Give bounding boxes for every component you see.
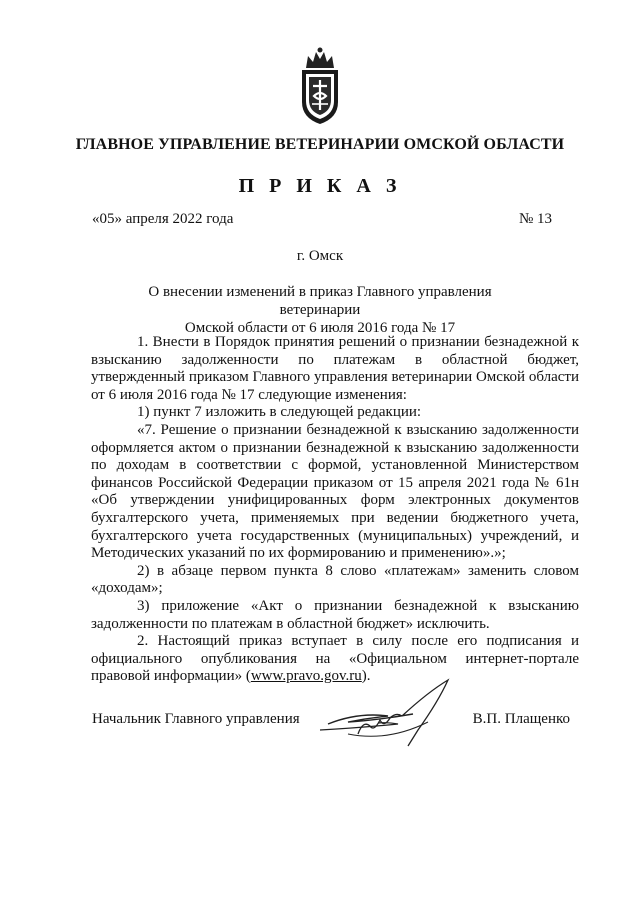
paragraph-4: 2) в абзаце первом пункта 8 слово «платежам» заменить словом «доходам»; — [91, 562, 579, 597]
handwritten-signature — [318, 672, 468, 752]
paragraph-3: «7. Решение о признании безнадежной к взысканию задолженности оформляется актом о признании безнадежной к взысканию задолженности по доходам в соответствии с формой, установленной Министерством финансов Российской Федерации приказом от 15 апреля 2021 года № 61н «Об утверждении унифицированных форм электронных документов бухгалтерского учета, применяемых при ведении бюджетного учета, бухгалтерского учета государственных (муниципальных) учреждений, и Методических указаний по их формированию и применению».»; — [91, 421, 579, 562]
signatory-name: В.П. Плащенко — [472, 711, 570, 727]
subject-line-2: Омской области от 6 июля 2016 года № 17 — [184, 320, 456, 336]
document-city: г. Омск — [296, 248, 344, 264]
coat-of-arms-icon — [298, 46, 342, 126]
document-number: № 13 — [518, 211, 552, 227]
document-subject — [120, 283, 520, 337]
paragraph-2: 1) пункт 7 изложить в следующей редакции: — [137, 404, 422, 421]
document-date: «05» апреля 2022 года — [92, 211, 234, 227]
document-body — [91, 334, 579, 686]
pravo-link[interactable]: www.pravo.gov.ru — [250, 668, 362, 685]
document-type-title: П Р И К А З — [238, 175, 402, 197]
paragraph-6-end: ). — [361, 668, 371, 685]
paragraph-6-text: 2. Настоящий приказ вступает в силу после его подписания и официального опубликования на «Официальном интернет-портале правовой информации» ( — [91, 633, 579, 685]
paragraph-1: 1. Внести в Порядок принятия решений о признании безнадежной к взысканию задолженности по платежам в областной бюджет, утвержденный приказом Главного управления ветеринарии Омской области от 6 июля 2016 года № 17 следующие изменения: — [91, 334, 579, 403]
signatory-title: Начальник Главного управления — [92, 711, 300, 727]
organization-title: ГЛАВНОЕ УПРАВЛЕНИЕ ВЕТЕРИНАРИИ ОМСКОЙ ОБЛАСТИ — [75, 136, 565, 153]
subject-line-1: О внесении изменений в приказ Главного управления ветеринарии — [148, 284, 492, 318]
paragraph-5: 3) приложение «Акт о признании безнадежной к взысканию задолженности по платежам в областной бюджет» исключить. — [91, 597, 579, 632]
